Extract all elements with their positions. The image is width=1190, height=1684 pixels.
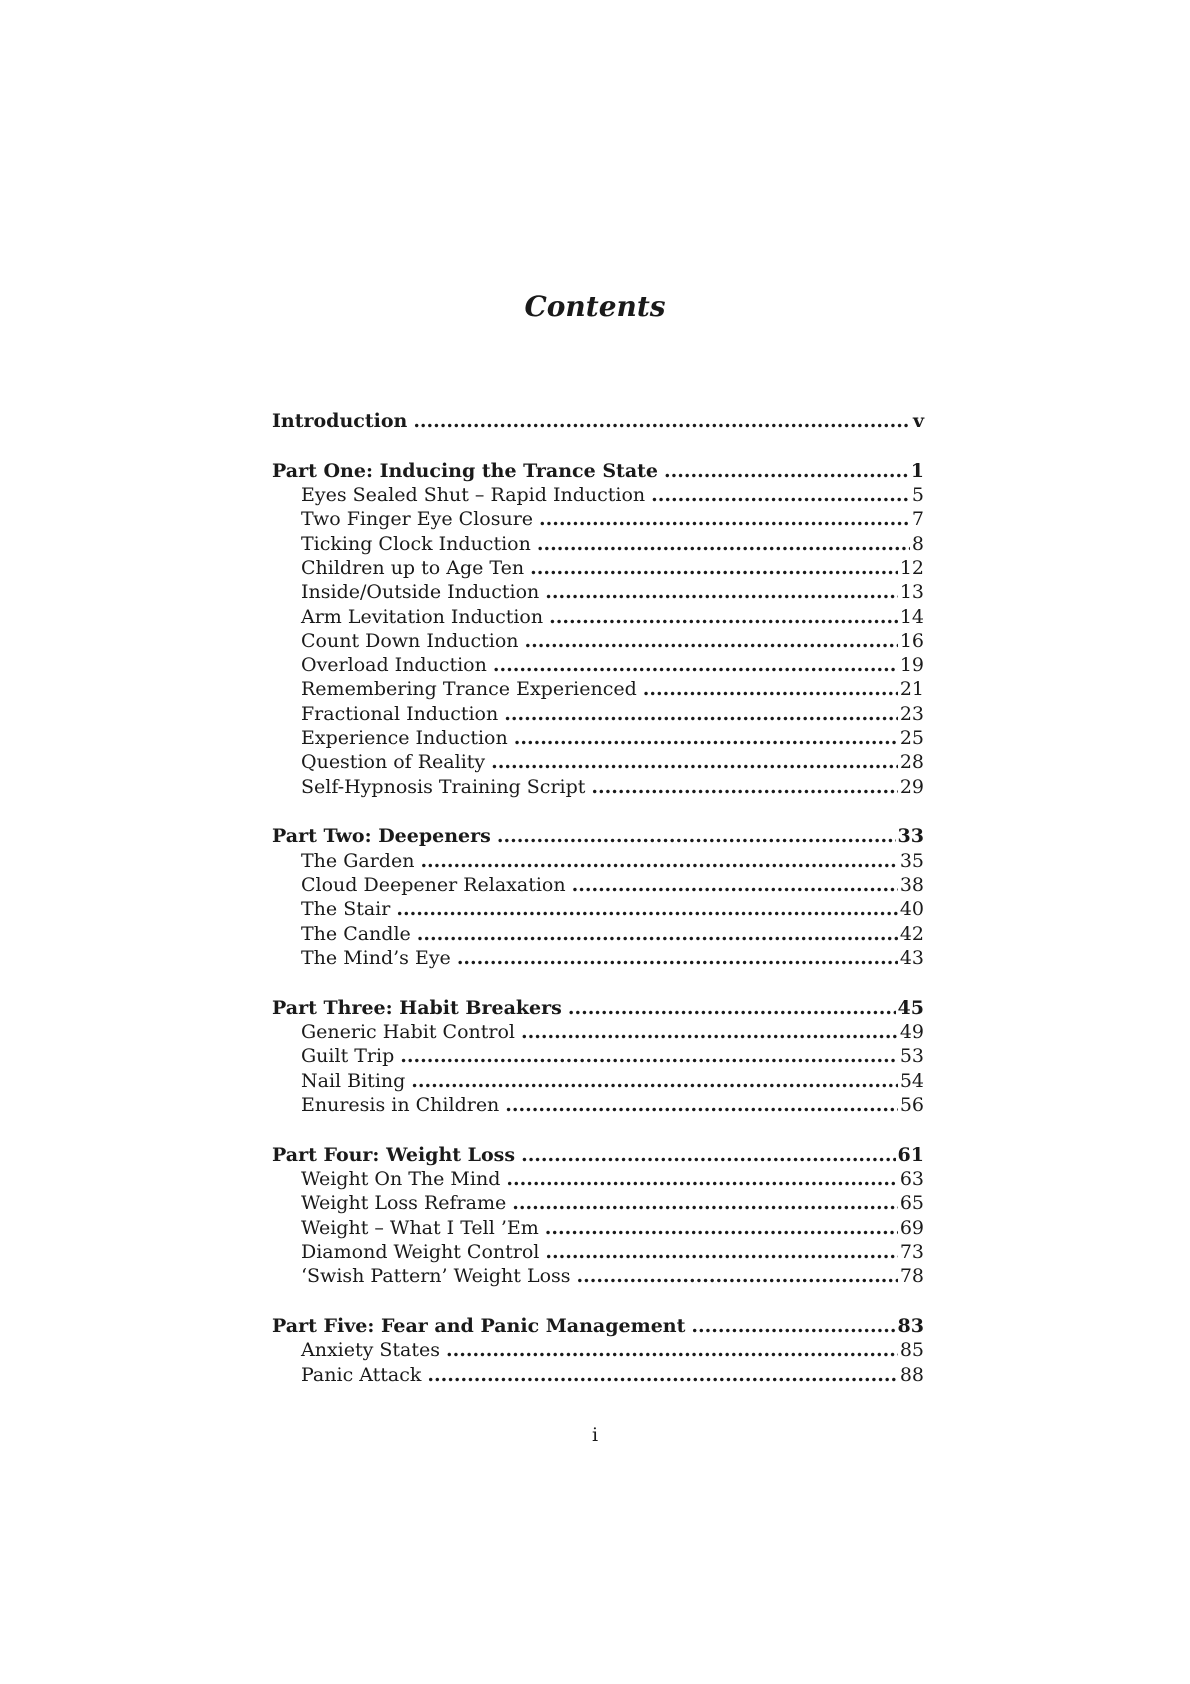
toc-entry-label: Remembering Trance Experienced — [301, 678, 637, 701]
toc-entry-label: ‘Swish Pattern’ Weight Loss — [301, 1265, 571, 1288]
toc-entry[interactable] — [272, 629, 924, 653]
toc-entry[interactable] — [272, 605, 924, 629]
toc-entry[interactable] — [272, 1069, 924, 1093]
toc-section — [272, 409, 924, 433]
toc-section — [272, 996, 924, 1117]
dot-leader — [545, 580, 898, 604]
toc-entry-label: The Mind’s Eye — [301, 946, 451, 969]
toc-entry-page: 21 — [899, 678, 924, 701]
toc-section-heading[interactable] — [272, 459, 924, 483]
toc-entry-label: The Garden — [301, 849, 415, 872]
dot-leader — [568, 996, 896, 1020]
toc-section-heading[interactable] — [272, 1314, 924, 1338]
toc-entry-label: Two Finger Eye Closure — [301, 508, 534, 531]
toc-entry[interactable] — [272, 750, 924, 774]
dot-leader — [493, 653, 898, 677]
toc-entry-label: Experience Induction — [301, 727, 508, 750]
toc-entry[interactable] — [272, 1044, 924, 1068]
toc-entry-label: Arm Levitation Induction — [301, 605, 544, 628]
toc-heading-label: Part Four: Weight Loss — [272, 1143, 516, 1166]
dot-leader — [505, 1093, 898, 1117]
toc-entry-label: Panic Attack — [301, 1363, 422, 1386]
toc-entry-page: 63 — [899, 1168, 924, 1191]
toc-section-heading[interactable] — [272, 824, 924, 848]
toc-heading-page: v — [912, 410, 924, 432]
toc-entry-page: 13 — [899, 581, 924, 604]
dot-leader — [539, 507, 910, 531]
toc-heading-label: Part Five: Fear and Panic Management — [272, 1315, 686, 1337]
toc-heading-page: 61 — [897, 1143, 924, 1166]
toc-entry[interactable] — [272, 580, 924, 604]
toc-entry-page: 40 — [899, 898, 924, 921]
dot-leader — [417, 922, 898, 946]
page-number: i — [591, 1424, 599, 1446]
toc-entry[interactable] — [272, 1020, 924, 1044]
toc-heading-label: Introduction — [272, 410, 408, 432]
toc-heading-label: Part One: Inducing the Trance State — [272, 459, 659, 482]
toc-entry-label: Anxiety States — [301, 1339, 441, 1362]
toc-entry-label: The Candle — [301, 922, 411, 945]
toc-entry-page: 69 — [899, 1216, 924, 1239]
toc-entry[interactable] — [272, 1093, 924, 1117]
toc-entry-page: 5 — [911, 484, 924, 507]
dot-leader — [591, 775, 897, 799]
table-of-contents — [272, 409, 924, 1412]
toc-entry-page: 42 — [899, 922, 924, 945]
toc-entry[interactable] — [272, 1240, 924, 1264]
toc-entry-label: Diamond Weight Control — [301, 1240, 540, 1263]
dot-leader — [651, 483, 910, 507]
toc-entry-page: 88 — [899, 1363, 924, 1386]
toc-entry-page: 54 — [899, 1069, 924, 1092]
toc-entry-label: Count Down Induction — [301, 629, 519, 652]
toc-entry-label: Weight – What I Tell ’Em — [301, 1216, 539, 1239]
toc-heading-page: 33 — [897, 825, 924, 848]
toc-entry-label: Weight Loss Reframe — [301, 1192, 507, 1215]
toc-entry-page: 7 — [911, 508, 924, 531]
toc-entry[interactable] — [272, 1363, 924, 1387]
dot-leader — [664, 459, 909, 483]
dot-leader — [396, 897, 897, 921]
dot-leader — [572, 873, 898, 897]
page-title: Contents — [524, 290, 666, 323]
toc-entry[interactable] — [272, 1167, 924, 1191]
dot-leader — [521, 1143, 895, 1167]
toc-entry[interactable] — [272, 849, 924, 873]
dot-leader — [525, 629, 898, 653]
dot-leader — [577, 1264, 898, 1288]
dot-leader — [457, 946, 898, 970]
toc-section-heading[interactable] — [272, 996, 924, 1020]
toc-entry[interactable] — [272, 556, 924, 580]
dot-leader — [413, 409, 911, 433]
dot-leader — [491, 750, 898, 774]
toc-entry-page: 53 — [899, 1045, 924, 1068]
toc-heading-page: 83 — [897, 1315, 924, 1337]
toc-entry-page: 8 — [911, 532, 924, 555]
toc-entry[interactable] — [272, 922, 924, 946]
dot-leader — [643, 677, 898, 701]
dot-leader — [512, 1191, 898, 1215]
dot-leader — [411, 1069, 898, 1093]
toc-entry-label: Children up to Age Ten — [301, 556, 525, 579]
toc-section — [272, 459, 924, 799]
toc-entry-label: Inside/Outside Induction — [301, 581, 540, 604]
toc-entry-page: 73 — [899, 1240, 924, 1263]
toc-entry[interactable] — [272, 873, 924, 897]
toc-entry[interactable] — [272, 946, 924, 970]
toc-heading-label: Part Two: Deepeners — [272, 825, 491, 848]
toc-entry[interactable] — [272, 677, 924, 701]
toc-entry-page: 49 — [899, 1021, 924, 1044]
toc-entry-page: 43 — [899, 946, 924, 969]
toc-entry-label: Question of Reality — [301, 751, 486, 774]
dot-leader — [530, 556, 898, 580]
toc-entry-page: 38 — [899, 874, 924, 897]
dot-leader — [427, 1363, 897, 1387]
dot-leader — [420, 849, 897, 873]
dot-leader — [545, 1240, 897, 1264]
toc-entry-page: 65 — [899, 1192, 924, 1215]
toc-entry-page: 56 — [899, 1093, 924, 1116]
toc-entry[interactable] — [272, 1264, 924, 1288]
toc-entry-label: Generic Habit Control — [301, 1021, 516, 1044]
toc-entry-page: 29 — [899, 775, 924, 798]
toc-entry-page: 78 — [899, 1265, 924, 1288]
toc-entry[interactable] — [272, 483, 924, 507]
dot-leader — [545, 1216, 898, 1240]
toc-entry-page: 19 — [899, 654, 924, 677]
dot-leader — [446, 1338, 898, 1362]
toc-entry-label: Nail Biting — [301, 1069, 406, 1092]
toc-entry[interactable] — [272, 507, 924, 531]
dot-leader — [549, 605, 898, 629]
toc-entry-label: Cloud Deepener Relaxation — [301, 874, 566, 897]
toc-entry-label: Ticking Clock Induction — [301, 532, 531, 555]
dot-leader — [497, 824, 896, 848]
toc-entry-label: Fractional Induction — [301, 702, 499, 725]
toc-entry-label: Guilt Trip — [301, 1045, 395, 1068]
toc-entry[interactable] — [272, 702, 924, 726]
toc-section — [272, 1314, 924, 1387]
toc-section-heading[interactable] — [272, 409, 924, 433]
toc-entry-page: 25 — [899, 727, 924, 750]
toc-entry[interactable] — [272, 1216, 924, 1240]
toc-entry[interactable] — [272, 726, 924, 750]
dot-leader — [506, 1167, 897, 1191]
toc-heading-page: 45 — [897, 996, 924, 1019]
toc-entry[interactable] — [272, 1338, 924, 1362]
dot-leader — [691, 1314, 895, 1338]
toc-entry-page: 14 — [899, 605, 924, 628]
dot-leader — [504, 702, 898, 726]
toc-entry[interactable] — [272, 532, 924, 556]
toc-entry[interactable] — [272, 775, 924, 799]
toc-section — [272, 1143, 924, 1289]
toc-section-heading[interactable] — [272, 1143, 924, 1167]
toc-heading-label: Part Three: Habit Breakers — [272, 996, 562, 1019]
toc-entry-label: Eyes Sealed Shut – Rapid Induction — [301, 484, 646, 507]
toc-entry-label: Enuresis in Children — [301, 1093, 500, 1116]
toc-heading-page: 1 — [910, 459, 924, 482]
dot-leader — [514, 726, 898, 750]
toc-entry-page: 16 — [899, 629, 924, 652]
toc-section — [272, 824, 924, 970]
toc-entry[interactable] — [272, 897, 924, 921]
toc-entry-label: Weight On The Mind — [301, 1168, 501, 1191]
toc-entry-label: Overload Induction — [301, 654, 487, 677]
dot-leader — [521, 1020, 898, 1044]
toc-entry-page: 12 — [899, 556, 924, 579]
dot-leader — [400, 1044, 898, 1068]
toc-entry[interactable] — [272, 1191, 924, 1215]
toc-entry-page: 85 — [899, 1339, 924, 1362]
toc-entry-page: 28 — [899, 751, 924, 774]
toc-entry-page: 23 — [899, 702, 924, 725]
dot-leader — [537, 532, 910, 556]
toc-entry-page: 35 — [899, 849, 924, 872]
toc-entry[interactable] — [272, 653, 924, 677]
toc-entry-label: Self-Hypnosis Training Script — [301, 775, 586, 798]
toc-entry-label: The Stair — [301, 898, 391, 921]
